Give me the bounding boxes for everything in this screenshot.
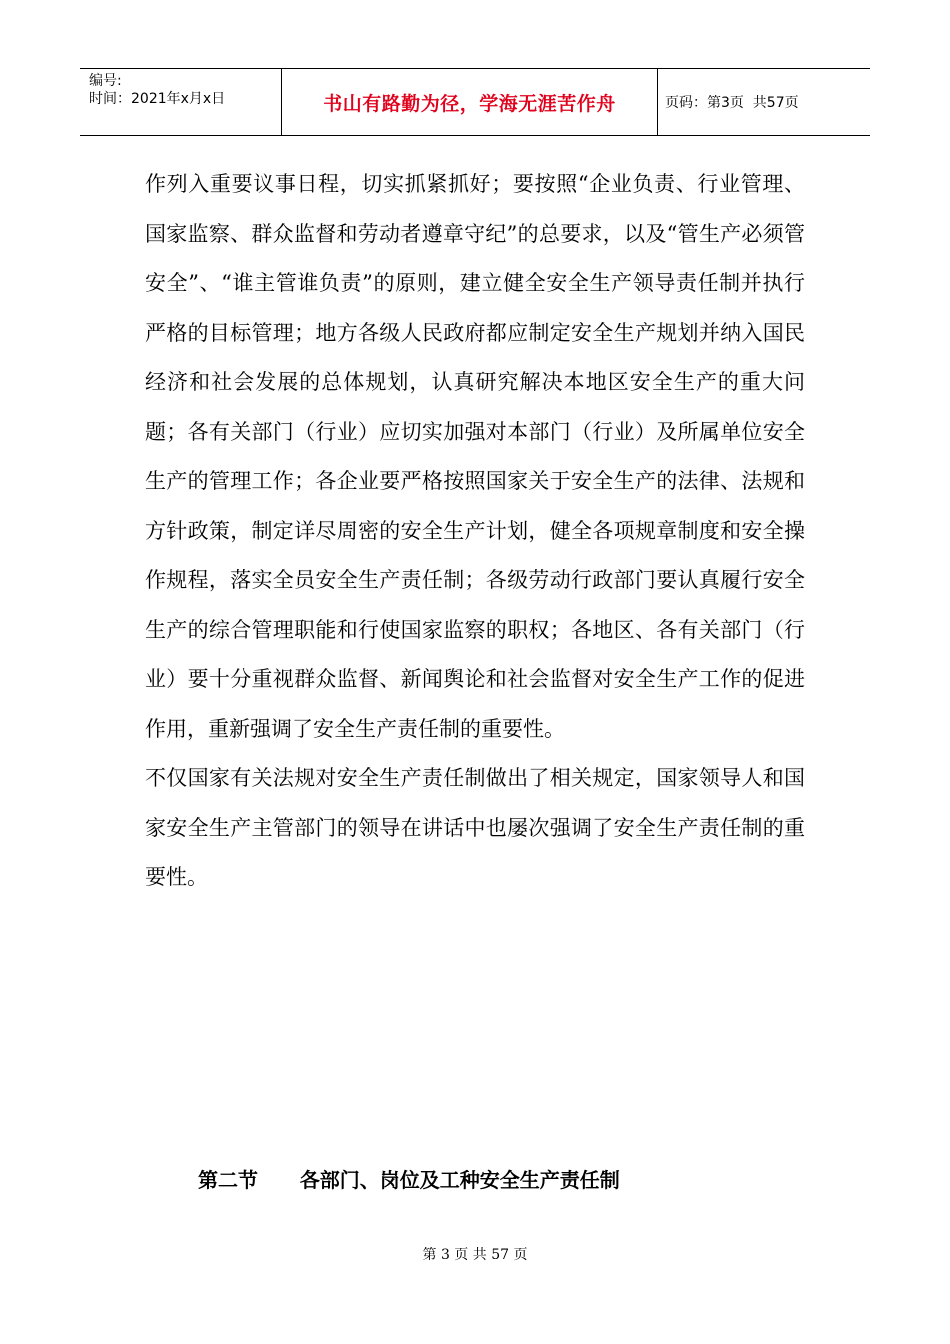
document-number-label: 编号: bbox=[89, 73, 122, 89]
header-page-info bbox=[658, 69, 870, 135]
body-paragraph-2: 不仅国家有关法规对安全生产责任制做出了相关规定，国家领导人和国家安全生产主管部门的领导在讲话中也屡次强调了安全生产责任制的重要性。 bbox=[145, 766, 805, 889]
section-title: 第二节 各部门、岗位及工种安全生产责任制 bbox=[198, 1168, 620, 1192]
document-body bbox=[145, 160, 805, 903]
header-motto: 书山有路勤为径，学海无涯苦作舟 bbox=[282, 69, 658, 135]
document-date: 时间：2021年x月x日 bbox=[89, 91, 226, 107]
page-header bbox=[80, 68, 870, 136]
body-paragraph-1: 作列入重要议事日程，切实抓紧抓好；要按照“企业负责、行业管理、国家监察、群众监督和劳动者遵章守纪”的总要求，以及“管生产必须管安全”、“谁主管谁负责”的原则，建立健全安全生产领导责任制并执行严格的目标管理；地方各级人民政府都应制定安全生产规划并纳入国民经济和社会发展的总体规划，认真研究解决本地区安全生产的重大问题；各有关部门（行业）应切实加强对本部门（行业）及所属单位安全生产的管理工作；各企业要严格按照国家关于安全生产的法律、法规和方针政策，制定详尽周密的安全生产计划，健全各项规章制度和安全操作规程，落实全员安全生产责任制；各级劳动行政部门要认真履行安全生产的综合管理职能和行使国家监察的职权；各地区、各有关部门（行业）要十分重视群众监督、新闻舆论和社会监督对安全生产工作的促进作用，重新强调了安全生产责任制的重要性。 bbox=[145, 172, 805, 741]
page-footer: 第 3 页 共 57 页 bbox=[422, 1247, 528, 1263]
header-page-info-text: 页码：第3页 共57页 bbox=[665, 95, 799, 111]
header-meta bbox=[80, 69, 282, 135]
